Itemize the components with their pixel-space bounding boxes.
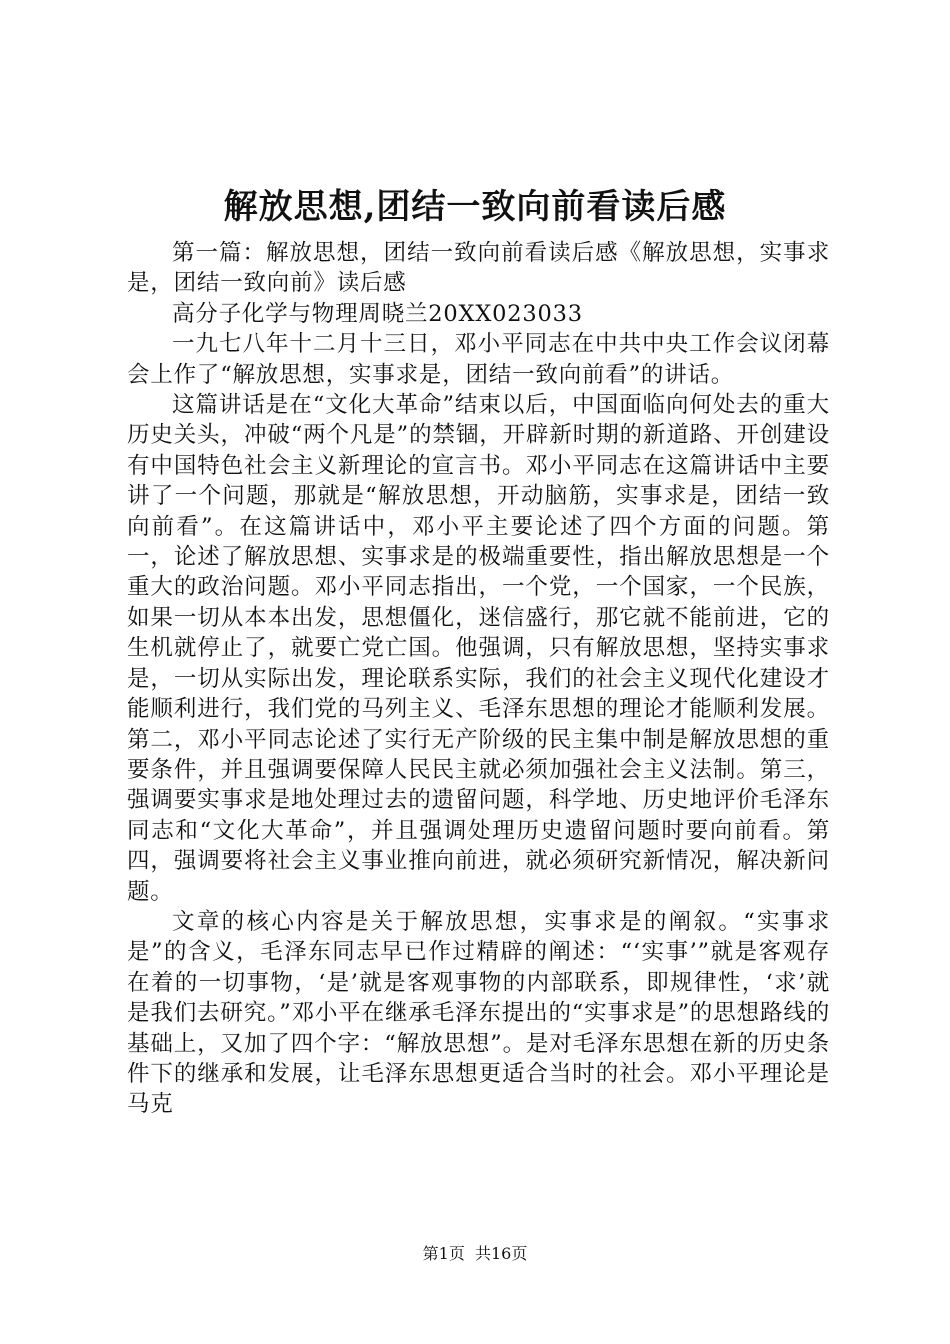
document-body	[127, 238, 830, 1120]
page-footer	[0, 1243, 950, 1265]
paragraph-1: 一九七八年十二月十三日，邓小平同志在中共中央工作会议闭幕会上作了“解放思想，实事求是，团结一致向前看”的讲话。	[127, 331, 830, 388]
document-title: 解放思想,团结一致向前看读后感	[223, 187, 727, 227]
paragraph-author: 高分子化学与物理周晓兰20XX023033	[172, 300, 583, 327]
paragraph-3: 文章的核心内容是关于解放思想，实事求是的阐叙。“实事求是”的含义，毛泽东同志早已作过精辟的阐述：“‘实事’”就是客观存在着的一切事物，‘是’就是客观事物的内部联系，即规律性，‘求’就是我们去研究。”邓小平在继承毛泽东提出的“实事求是”的思想路线的基础上，又加了四个字：“解放思想”。是对毛泽东思想在新的历史条件下的继承和发展，让毛泽东思想更适合当时的社会。邓小平理论是马克	[127, 908, 830, 1118]
paragraph-2: 这篇讲话是在“文化大革命”结束以后，中国面临向何处去的重大历史关头，冲破“两个凡是”的禁锢，开辟新时期的新道路、开创建设有中国特色社会主义新理论的宣言书。邓小平同志在这篇讲话中主要讲了一个问题，那就是“解放思想，开动脑筋，实事求是，团结一致向前看”。在这篇讲话中，邓小平主要论述了四个方面的问题。第一，论述了解放思想、实事求是的极端重要性，指出解放思想是一个重大的政治问题。邓小平同志指出，一个党，一个国家，一个民族，如果一切从本本出发，思想僵化，迷信盛行，那它就不能前进，它的生机就停止了，就要亡党亡国。他强调，只有解放思想，坚持实事求是，一切从实际出发，理论联系实际，我们的社会主义现代化建设才能顺利进行，我们党的马列主义、毛泽东思想的理论才能顺利发展。第二，邓小平同志论述了实行无产阶级的民主集中制是解放思想的重要条件，并且强调要保障人民民主就必须加强社会主义法制。第三，强调要实事求是地处理过去的遗留问题，科学地、历史地评价毛泽东同志和“文化大革命”，并且强调处理历史遗留问题时要向前看。第四，强调要将社会主义事业推向前进，就必须研究新情况，解决新问题。	[127, 392, 830, 905]
paragraph-heading: 第一篇：解放思想，团结一致向前看读后感《解放思想，实事求是，团结一致向前》读后感	[127, 240, 830, 297]
page-number: 第1页 共16页	[422, 1244, 528, 1263]
